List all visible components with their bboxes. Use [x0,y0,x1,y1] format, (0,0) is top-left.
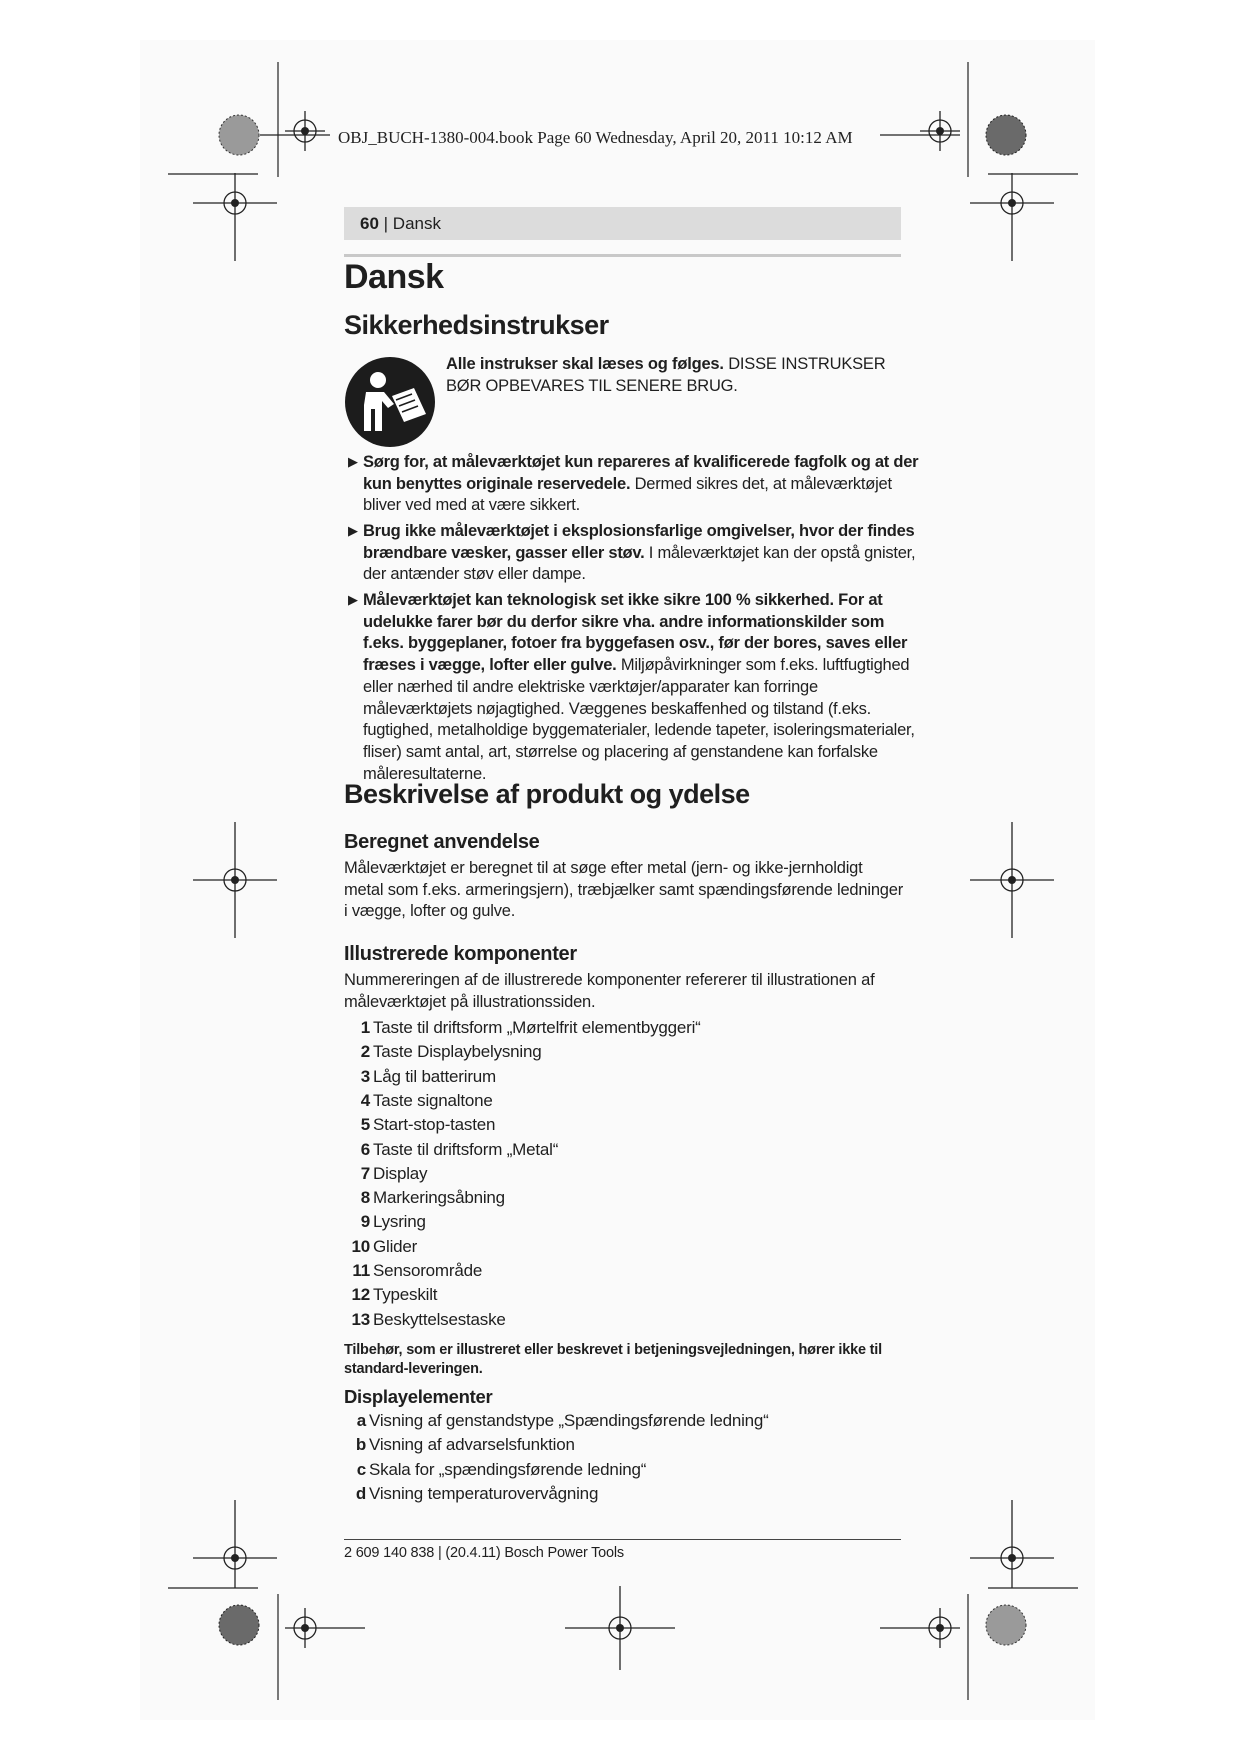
list-item [344,1285,437,1309]
intended-use-text: Måleværktøjet er beregnet til at søge efter metal (jern- og ikke-jernholdigt metal som f.eks. armeringsjern), træbjælker samt spændingsførende ledninger i vægge, lofter og gulve. [344,859,904,921]
item-number: 9 [360,1212,370,1232]
item-label: Skala for „spændingsførende ledning“ [369,1459,647,1479]
safety-intro-rest: DISSE INSTRUKSER BØR OPBEVARES TIL SENERE BRUG. [446,355,886,395]
item-number: 6 [360,1139,370,1159]
page-footer: 2 609 140 838 | (20.4.11) Bosch Power Tools [344,1545,624,1561]
item-label: Sensorområde [373,1261,483,1280]
item-label: Taste signaltone [373,1090,493,1110]
item-label: Display [373,1163,428,1183]
list-item [344,1164,427,1188]
bullet-arrow-icon: ▶ [348,592,358,607]
item-number: 7 [360,1163,370,1183]
item-number: 5 [360,1115,370,1135]
item-number: 12 [351,1285,370,1305]
safety-heading: Sikkerhedsinstrukser [344,310,609,340]
list-item [344,1261,482,1285]
item-number: 10 [351,1236,370,1256]
item-label: Visning af genstandstype „Spændingsførende ledning“ [369,1411,769,1430]
page-bar-rule [344,254,901,257]
bullet-rest: Miljøpåvirkninger som f.eks. luftfugtighed eller nærhed til andre elektriske værktøjer/apparater kan forringe måleværktøjets nøjagtighed. Væggenes beskaffenhed og tilstand (f.eks. fugtighed, metalholdige byggematerialer, ledende tapeter, isoleringsmaterialer, fliser) samt antal, art, størrelse og placering af genstandene kan forfalske måleresultaterne. [363,656,915,783]
item-number: 8 [360,1188,370,1208]
item-number: 4 [360,1090,370,1110]
footer-rule [344,1539,901,1540]
accessories-footnote: Tilbehør, som er illustreret eller beskrevet i betjeningsvejledningen, hører ikke til standard-leveringen. [344,1342,882,1377]
item-label: Visning af advarselsfunktion [369,1435,575,1455]
item-number: 3 [360,1066,370,1086]
item-label: Lysring [373,1212,426,1232]
item-letter: c [356,1459,366,1479]
item-letter: b [355,1435,366,1455]
page-section: Dansk [392,214,441,233]
item-label: Markeringsåbning [373,1188,505,1208]
item-label: Låg til batterirum [373,1066,497,1086]
components-heading: Illustrerede komponenter [344,943,577,965]
list-item [344,1460,646,1484]
safety-intro [446,354,916,397]
list-item [344,1212,426,1236]
item-label: Glider [373,1236,418,1256]
display-heading: Displayelementer [344,1386,493,1407]
description-heading: Beskrivelse af produkt og ydelse [344,779,750,809]
item-number: 2 [360,1042,370,1062]
bullet-text [363,452,919,517]
page-number: 60 [360,214,379,233]
page-bar-separator: | [378,214,393,233]
list-item [344,1140,558,1164]
item-number: 13 [351,1309,370,1329]
list-item [344,1018,701,1042]
item-label: Taste Displaybelysning [373,1042,542,1062]
list-item [344,1091,493,1115]
bullet-arrow-icon: ▶ [348,523,358,538]
bullet-text [363,590,919,785]
language-title: Dansk [344,258,444,296]
print-header: OBJ_BUCH-1380-004.book Page 60 Wednesday, April 20, 2011 10:12 AM [338,128,853,147]
bullet-text [363,521,919,586]
list-item [344,1310,506,1334]
item-label: Start-stop-tasten [373,1115,496,1135]
read-manual-icon [344,356,436,448]
item-label: Beskyttelsestaske [373,1309,506,1329]
list-item [344,1188,505,1212]
item-label: Taste til driftsform „Mørtelfrit elementbyggeri“ [373,1018,701,1037]
bullet-arrow-icon: ▶ [348,454,358,469]
safety-intro-bold: Alle instrukser skal læses og følges. [446,355,724,373]
intended-use-heading: Beregnet anvendelse [344,831,540,853]
item-letter: a [356,1411,366,1430]
bullet-bold: Måleværktøjet kan teknologisk set ikke sikre 100 % sikkerhed. For at udelukke farer bør du derfor sikre vha. andre informationskilder som f.eks. byggeplaner, fotoer fra byggefasen osv., før der bores, saves eller fræses i vægge, lofter eller gulve. [363,591,908,675]
list-item [344,1484,598,1508]
bullet-bold: Brug ikke måleværktøjet i eksplosionsfarlige omgivelser, hvor der findes brændbare væsker, gasser eller støv. [363,522,915,562]
list-item [344,1067,496,1091]
item-label: Taste til driftsform „Metal“ [373,1139,559,1159]
bullet-rest: I måleværktøjet kan der opstå gnister, der antænder støv eller dampe. [363,543,916,584]
bullet-bold: Sørg for, at måleværktøjet kun repareres af kvalificerede fagfolk og at der kun benyttes originale reservedele. [363,453,919,493]
list-item [344,1237,417,1261]
item-number: 11 [352,1261,370,1280]
list-item [344,1042,542,1066]
item-number: 1 [360,1018,370,1037]
list-item [344,1115,495,1139]
list-item [344,1411,769,1435]
item-label: Visning temperaturovervågning [369,1483,599,1503]
item-letter: d [355,1483,366,1503]
page-bar [344,207,901,240]
item-label: Typeskilt [373,1285,438,1305]
components-intro: Nummereringen af de illustrerede komponenter refererer til illustrationen af måleværktøjet på illustrationssiden. [344,971,875,1011]
bullet-rest: Dermed sikres det, at måleværktøjet bliver ved med at være sikkert. [363,474,892,515]
list-item [344,1435,575,1459]
